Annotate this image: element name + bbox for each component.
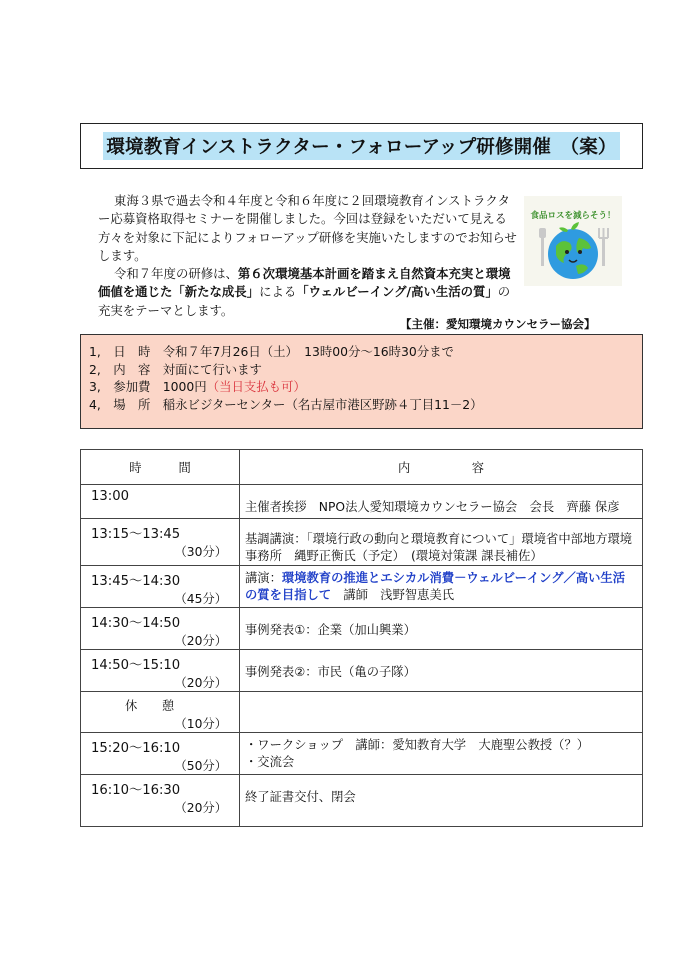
intro-p2-bold1: 第６次環境基本計画を踏まえ自然資本充実と環境価値を通じた「新たな成長」 xyxy=(98,266,511,300)
content-cell xyxy=(240,519,643,566)
content-cell xyxy=(240,485,643,519)
duration: （20分） xyxy=(174,676,227,690)
time-range: 14:50～15:10 xyxy=(91,658,181,673)
duration: （20分） xyxy=(174,634,227,648)
duration: （20分） xyxy=(174,801,227,815)
time-cell xyxy=(81,733,240,775)
content-cell xyxy=(240,692,643,733)
table-row xyxy=(81,733,643,775)
content-text: 基調講演：「環境行政の動向と環境教育について」環境省中部地方環境事務所 縄野正衡氏（予定） (環境対策課 課長補佐） xyxy=(245,532,633,563)
time-cell xyxy=(81,519,240,566)
content-cell xyxy=(240,566,643,608)
time-range: 16:10～16:30 xyxy=(91,783,181,798)
content-text xyxy=(240,566,642,604)
host-organization: 【主催：愛知環境カウンセラー協会】 xyxy=(400,317,596,331)
time-cell xyxy=(81,650,240,692)
duration: （10分） xyxy=(174,717,227,731)
table-row xyxy=(81,608,643,650)
time-cell xyxy=(81,485,240,519)
lecture-title: 環境教育の推進とエシカル消費－ウェルビーイング／高い生活の質を目指して xyxy=(245,571,625,602)
time-cell xyxy=(81,775,240,827)
intro-paragraph-1: 東海３県で過去令和４年度と令和６年度に２回環境教育インストラクター応募資格取得セミナーを開催しました。今回は登録をいただいて見える方々を対象に下記によりフォローアップ研修を実施いたしますのでお知らせします。 xyxy=(98,193,517,263)
intro-p2-mid: による xyxy=(259,284,297,300)
content-text: 事例発表①：企業（加山興業） xyxy=(245,623,416,637)
table-header xyxy=(81,450,643,485)
info-text: 1, 日 時 令和７年7月26日（土） 13時00分～16時30分まで xyxy=(89,344,454,359)
header-content: 内 容 xyxy=(240,450,643,485)
food-loss-logo xyxy=(524,196,622,286)
info-row-venue xyxy=(89,396,642,414)
title-box xyxy=(80,123,643,169)
time-cell xyxy=(81,608,240,650)
info-text: 3, 参加費 1000円 xyxy=(89,379,207,395)
networking-line: ・交流会 xyxy=(245,755,295,769)
intro-p2-pre: 令和７年度の研修は、 xyxy=(114,266,238,282)
info-text: 4, 場 所 稲永ビジターセンター（名古屋市港区野跡４丁目11－2） xyxy=(89,396,483,412)
time-range: 15:20～16:10 xyxy=(91,741,181,756)
table-row xyxy=(81,692,643,733)
duration: （30分） xyxy=(174,545,227,559)
time-range: 13:15～13:45 xyxy=(91,527,181,542)
time-cell xyxy=(81,566,240,608)
content-text xyxy=(240,733,642,771)
lecturer: 講師 浅野智恵美氏 xyxy=(331,588,455,602)
table-row xyxy=(81,566,643,608)
content-cell xyxy=(240,650,643,692)
time-range: 13:45～14:30 xyxy=(91,574,181,589)
content-text: 主催者挨拶 NPO法人愛知環境カウンセラー協会 会長 齊藤 保彦 xyxy=(245,500,620,514)
duration: （45分） xyxy=(174,592,227,606)
break-label: 休 憩 xyxy=(125,699,175,713)
time-range: 14:30～14:50 xyxy=(91,616,181,631)
earth-mascot-icon xyxy=(524,196,622,286)
content-text: 事例発表②：市民（亀の子隊） xyxy=(245,665,416,679)
event-info-box xyxy=(80,334,643,429)
duration: （50分） xyxy=(174,759,227,773)
content-text: 終了証書交付、閉会 xyxy=(245,790,356,804)
time-range: 13:00 xyxy=(91,489,130,504)
lecture-label: 講演： xyxy=(245,571,282,585)
intro-paragraph-2 xyxy=(98,265,518,320)
content-cell xyxy=(240,775,643,827)
table-row xyxy=(81,775,643,827)
workshop-line: ・ワークショップ 講師：愛知教育大学 大鹿聖公教授（？） xyxy=(245,738,590,752)
fee-note: （当日支払も可） xyxy=(206,379,306,395)
intro-p2-post: の充実をテーマとします。 xyxy=(98,284,511,318)
table-row xyxy=(81,519,643,566)
intro-text xyxy=(98,192,518,320)
header-time: 時 間 xyxy=(81,450,240,485)
intro-p2-bold2: 「ウェルビーイング/高い生活の質」 xyxy=(296,284,498,300)
info-row-datetime xyxy=(89,343,642,361)
info-row-fee xyxy=(89,378,642,396)
schedule-table xyxy=(80,449,643,827)
content-cell xyxy=(240,733,643,775)
info-row-content xyxy=(89,361,642,379)
logo-caption: 食品ロスを減らそう！ xyxy=(530,211,616,221)
page-title: 環境教育インストラクター・フォローアップ研修開催 （案） xyxy=(103,132,619,160)
time-cell xyxy=(81,692,240,733)
info-text: 2, 内 容 対面にて行います xyxy=(89,361,262,377)
table-row xyxy=(81,485,643,519)
content-cell xyxy=(240,608,643,650)
table-row xyxy=(81,650,643,692)
